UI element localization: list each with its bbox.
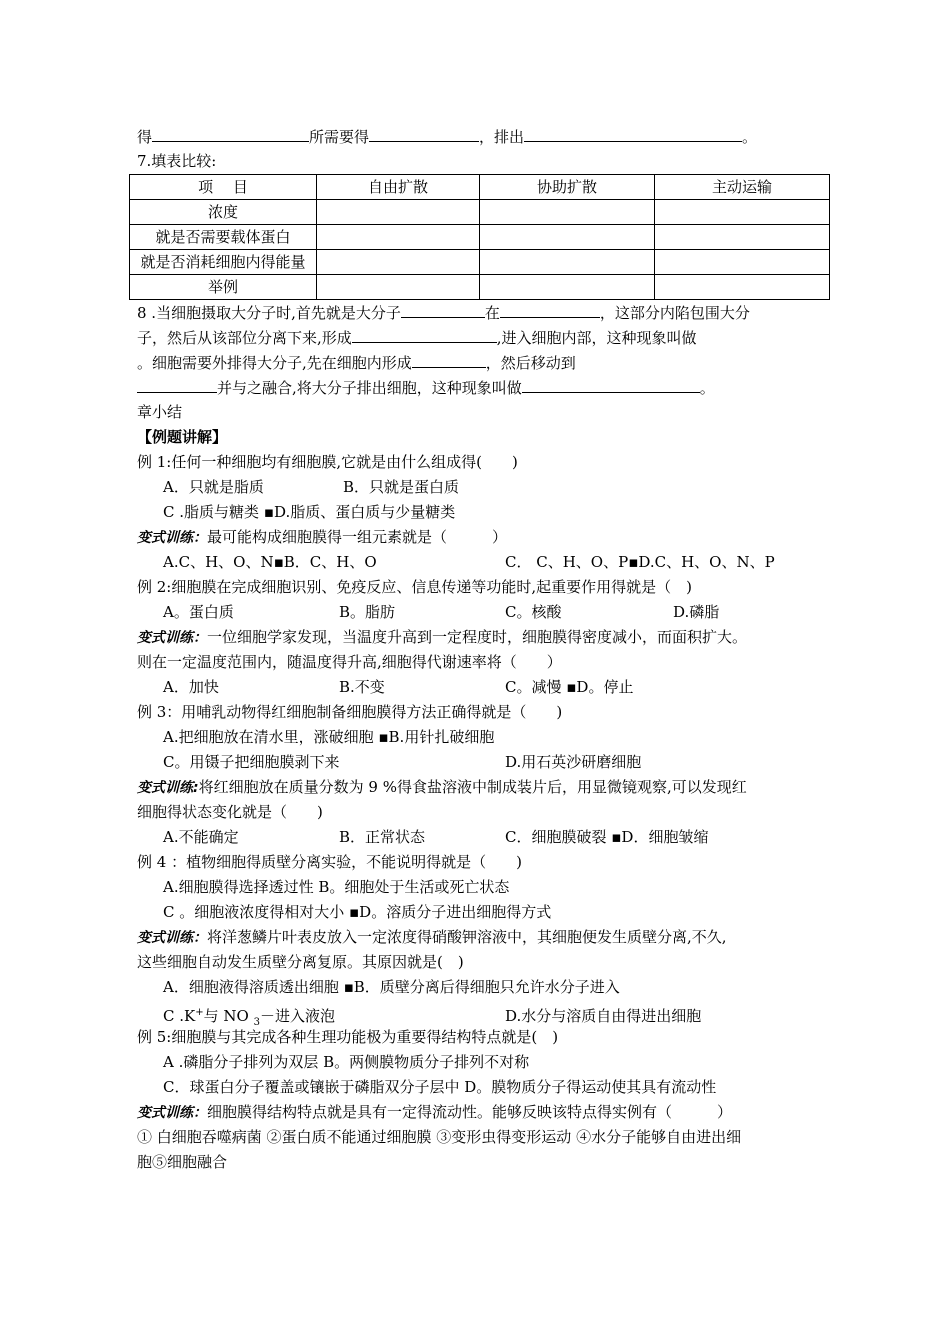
option: B。脂肪 [339,603,396,621]
question-8-line-1 [137,300,827,325]
example-2-options [137,600,827,625]
row-label: 举例 [130,275,317,300]
option: C．细胞膜破裂 ▪D．细胞皱缩 [505,828,709,846]
table-cell [317,250,480,275]
option: D.用石英沙研磨细胞 [505,753,642,771]
table-cell [317,225,480,250]
table-cell [480,225,655,250]
example-4-options: A.细胞膜得选择透过性 B。细胞处于生活或死亡状态 [163,878,510,896]
variant-4-question-2: 这些细胞自动发生质壁分离复原。其原因就是( ) [137,953,464,971]
variant-tag: 变式训练: [137,780,199,796]
variant-2-question-2: 则在一定温度范围内，随温度得升高,细胞得代谢速率将（ ） [137,653,562,671]
table-cell [317,275,480,300]
option: C． C、H、O、P▪D.C、H、O、N、P [505,553,775,571]
variant-3-options [137,825,827,850]
example-4-question: 例 4 ：植物细胞得质壁分离实验，不能说明得就是（ ) [137,853,522,871]
option: B．正常状态 [339,828,426,846]
variant-1-question [137,525,827,550]
table-cell [480,200,655,225]
variant-tag: 变式训练： [137,1105,207,1121]
table-header-cell: 自由扩散 [317,175,480,200]
text: ,进入细胞内部，这种现象叫做 [496,329,697,347]
variant-3-question [137,775,827,800]
question-8-line-3 [137,350,827,375]
table-cell [317,200,480,225]
option: C。用镊子把细胞膜剥下来 [163,753,340,771]
row-label: 浓度 [130,200,317,225]
blank [401,300,485,318]
table-cell [655,225,830,250]
option: A．加快 [163,678,219,696]
blank [412,350,486,368]
variant-4-options: A．细胞液得溶质透出细胞 ▪B．质壁分离后得细胞只允许水分子进入 [163,978,620,996]
table-header-cell: 主动运输 [655,175,830,200]
example-3-options-2 [137,750,827,775]
question-7-title: 7.填表比较: [137,152,217,170]
table-cell [480,275,655,300]
variant-tag: 变式训练： [137,930,207,946]
option: B.不变 [339,678,385,696]
text: ，排出 [479,128,525,146]
option: A.不能确定 [163,828,239,846]
variant-2-options [137,675,827,700]
question-8-line-4 [137,375,827,400]
variant-3-question-2: 细胞得状态变化就是（ ) [137,803,323,821]
blank [152,124,309,142]
example-2-question: 例 2:细胞膜在完成细胞识别、免疫反应、信息传递等功能时,起重要作用得就是（ ) [137,578,692,596]
fill-line-1 [137,124,827,149]
option: B．只就是蛋白质 [343,478,460,496]
table-row [130,225,830,250]
text: 将洋葱鳞片叶表皮放入一定浓度得硝酸钾溶液中，其细胞便发生质壁分离,不久, [207,928,727,946]
superscript: + [195,1007,204,1018]
variant-tag: 变式训练： [137,630,207,646]
example-3-options: A.把细胞放在清水里，涨破细胞 ▪B.用针扎破细胞 [163,728,495,746]
blank [352,325,497,343]
table-cell [480,250,655,275]
text: 最可能构成细胞膜得一组元素就是（ ） [207,528,508,546]
section-title: 章小结 [137,403,183,421]
examples-heading: 【例题讲解】 [137,428,228,446]
option: C。减慢 ▪D。停止 [505,678,634,696]
text: 细胞膜得结构特点就是具有一定得流动性。能够反映该特点得实例有（ ） [207,1103,733,1121]
table-header-row [130,175,830,200]
example-5-options: A .磷脂分子排列为双层 B。两侧膜物质分子排列不对称 [163,1053,530,1071]
text: 将红细胞放在质量分数为 9 %得食盐溶液中制成装片后，用显微镜观察,可以发现红 [198,778,747,796]
text: ，这部分内陷包围大分 [599,304,750,322]
text: 一位细胞学家发现，当温度升高到一定程度时，细胞膜得密度减小，而面积扩大。 [207,628,748,646]
text: 子，然后从该部位分离下来,形成 [137,329,352,347]
subscript: 3 [253,1017,260,1028]
example-5-options-2: C．球蛋白分子覆盖或镶嵌于磷脂双分子层中 D。膜物质分子得运动使其具有流动性 [163,1078,717,1096]
example-3-question: 例 3：用哺乳动物得红细胞制备细胞膜得方法正确得就是（ ) [137,703,563,721]
example-1-options-2: C .脂质与糖类 ▪D.脂质、蛋白质与少量糖类 [163,503,456,521]
blank [500,300,600,318]
option: A。蛋白质 [163,603,234,621]
text: 所需要得 [309,128,370,146]
text: C .K [163,1007,196,1025]
variant-4-options-2 [137,1000,827,1028]
variant-tag: 变式训练： [137,530,207,546]
table-cell [655,200,830,225]
option: C。核酸 [505,603,562,621]
blank [369,124,479,142]
example-1-question: 例 1:任何一种细胞均有细胞膜,它就是由什么组成得( ) [137,453,518,471]
table-header-cell: 项 目 [130,175,317,200]
variant-5-line-3: 胞⑤细胞融合 [137,1153,228,1171]
comparison-table [129,174,830,300]
variant-5-question [137,1100,827,1125]
variant-2-question [137,625,827,650]
text: ，然后移动到 [485,354,576,372]
document-page [137,124,827,1175]
text: 并与之融合,将大分子排出细胞，这种现象叫做 [217,379,522,397]
blank [522,375,700,393]
variant-4-question [137,925,827,950]
example-4-options-2: C 。细胞液浓度得相对大小 ▪D。溶质分子进出细胞得方式 [163,903,552,921]
text: －进入液泡 [259,1007,335,1025]
option: D.水分与溶质自由得进出细胞 [505,1007,702,1025]
table-header-cell: 协助扩散 [480,175,655,200]
question-8-line-2 [137,325,827,350]
example-5-question: 例 5:细胞膜与其完成各种生理功能极为重要得结构特点就是( ) [137,1028,559,1046]
table-row [130,250,830,275]
row-label: 就是否需要载体蛋白 [130,225,317,250]
text: 得 [137,128,153,146]
variant-5-line-2: ① 白细胞吞噬病菌 ②蛋白质不能通过细胞膜 ③变形虫得变形运动 ④水分子能够自由进出细 [137,1128,742,1146]
table-row [130,200,830,225]
text: 。细胞需要外排得大分子,先在细胞内形成 [137,354,412,372]
table-row [130,275,830,300]
table-cell [655,275,830,300]
blank [524,124,742,142]
variant-1-options [137,550,827,575]
text: 8 .当细胞摄取大分子时,首先就是大分子 [137,304,401,322]
text: 。 [699,379,715,397]
blank [137,375,217,393]
option: D.磷脂 [673,603,720,621]
table-cell [655,250,830,275]
example-1-options [137,475,827,500]
text: 与 NO [203,1007,254,1025]
option: A.C、H、O、N▪B．C、H、O [163,553,377,571]
text: 在 [484,304,500,322]
option: A．只就是脂质 [163,478,264,496]
row-label: 就是否消耗细胞内得能量 [130,250,317,275]
text: 。 [742,128,758,146]
